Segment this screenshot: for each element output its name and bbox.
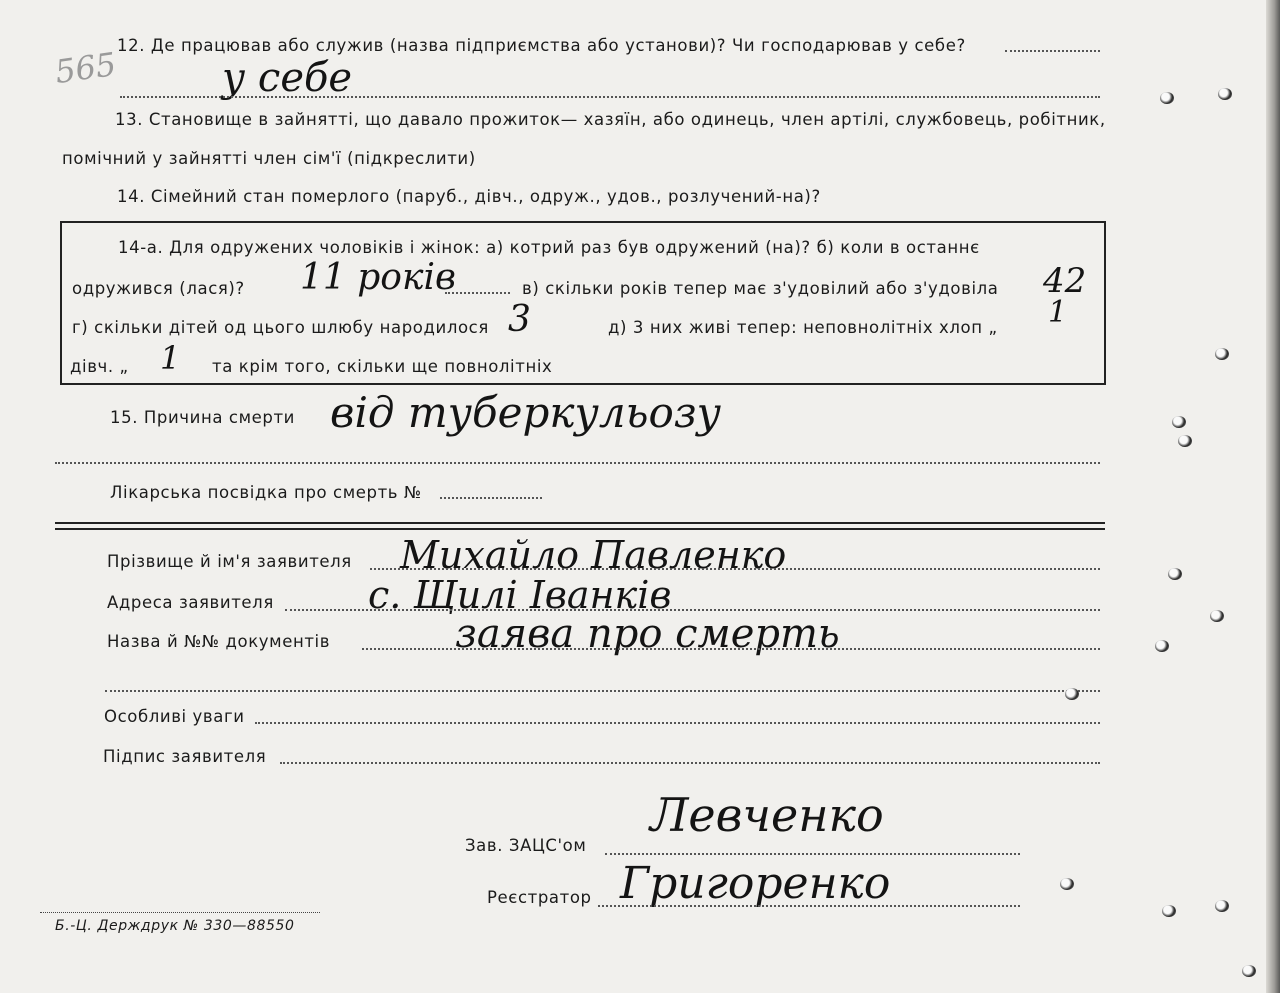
punch-hole bbox=[1242, 965, 1256, 977]
margin-note: 565 bbox=[52, 44, 119, 92]
punch-hole bbox=[1160, 92, 1174, 104]
answer-14a-age: 42 bbox=[1043, 261, 1087, 301]
applicant-name-value: Михайло Павленко bbox=[400, 533, 787, 577]
head-of-registry-signature: Левченко bbox=[650, 788, 884, 842]
applicant-address-value: с. Щилі Іванків bbox=[368, 573, 672, 617]
page-edge-shadow bbox=[1266, 0, 1280, 993]
question-13-line2: помічний у зайнятті член сім'ї (підкреслити) bbox=[62, 149, 476, 168]
printer-imprint: Б.-Ц. Держдрук № 330—88550 bbox=[55, 918, 295, 934]
question-14a-line2-label: одружився (лася)? bbox=[72, 279, 245, 298]
medical-certificate-label: Лікарська посвідка про смерть № bbox=[110, 483, 422, 502]
punch-hole bbox=[1178, 435, 1192, 447]
answer-14a-married-when: 11 років bbox=[300, 257, 456, 298]
answer-12-workplace: у себе bbox=[222, 55, 353, 101]
question-14a-girls-label: дівч. „ bbox=[70, 357, 129, 376]
punch-hole bbox=[1215, 900, 1229, 912]
question-15: 15. Причина смерти bbox=[110, 408, 295, 427]
punch-hole bbox=[1162, 905, 1176, 917]
punch-hole bbox=[1060, 878, 1074, 890]
documents-label: Назва й №№ документів bbox=[107, 632, 331, 651]
question-14a-children-born: г) скільки дітей од цього шлюбу народилося bbox=[72, 318, 489, 337]
applicant-signature-label: Підпис заявителя bbox=[103, 747, 267, 766]
question-14a-living-boys: д) 3 них живі тепер: неповнолітніх хлоп „ bbox=[608, 318, 998, 337]
punch-hole bbox=[1218, 88, 1232, 100]
question-14: 14. Сімейний стан померлого (паруб., дівч., одруж., удов., розлучений-на)? bbox=[117, 187, 821, 206]
punch-hole bbox=[1155, 640, 1169, 652]
applicant-name-label: Прізвище й ім'я заявителя bbox=[107, 552, 352, 571]
punch-hole bbox=[1065, 688, 1079, 700]
registrar-label: Реєстратор bbox=[487, 888, 592, 907]
punch-hole bbox=[1210, 610, 1224, 622]
section-divider bbox=[55, 522, 1105, 524]
documents-value: заява про смерть bbox=[455, 611, 840, 657]
answer-14a-boys: 1 bbox=[1048, 295, 1068, 330]
question-14a-widowed-age: в) скільки років тепер має з'удовілий або з'удовіла bbox=[522, 279, 999, 298]
question-12: 12. Де працював або служив (назва підприємства або установи)? Чи господарював у себе? bbox=[117, 36, 966, 55]
applicant-address-label: Адреса заявителя bbox=[107, 593, 274, 612]
remarks-label: Особливі уваги bbox=[104, 707, 245, 726]
answer-15-cause: від туберкульозу bbox=[330, 388, 722, 437]
question-13-line1: 13. Становище в зайнятті, що давало прожиток— хазяїн, або одинець, член артілі, службовець, робітник, bbox=[115, 110, 1106, 129]
question-14a-line1: 14-а. Для одружених чоловіків і жінок: а) котрий раз був одружений (на)? б) коли в останнє bbox=[118, 238, 980, 257]
punch-hole bbox=[1215, 348, 1229, 360]
registrar-signature: Григоренко bbox=[620, 858, 891, 909]
question-14a-adults: та крім того, скільки ще повнолітніх bbox=[212, 357, 553, 376]
head-of-registry-label: Зав. ЗАЦС'ом bbox=[465, 836, 587, 855]
punch-hole bbox=[1172, 416, 1186, 428]
punch-hole bbox=[1168, 568, 1182, 580]
answer-14a-girls: 1 bbox=[160, 339, 181, 377]
answer-14a-children: 3 bbox=[508, 299, 531, 340]
